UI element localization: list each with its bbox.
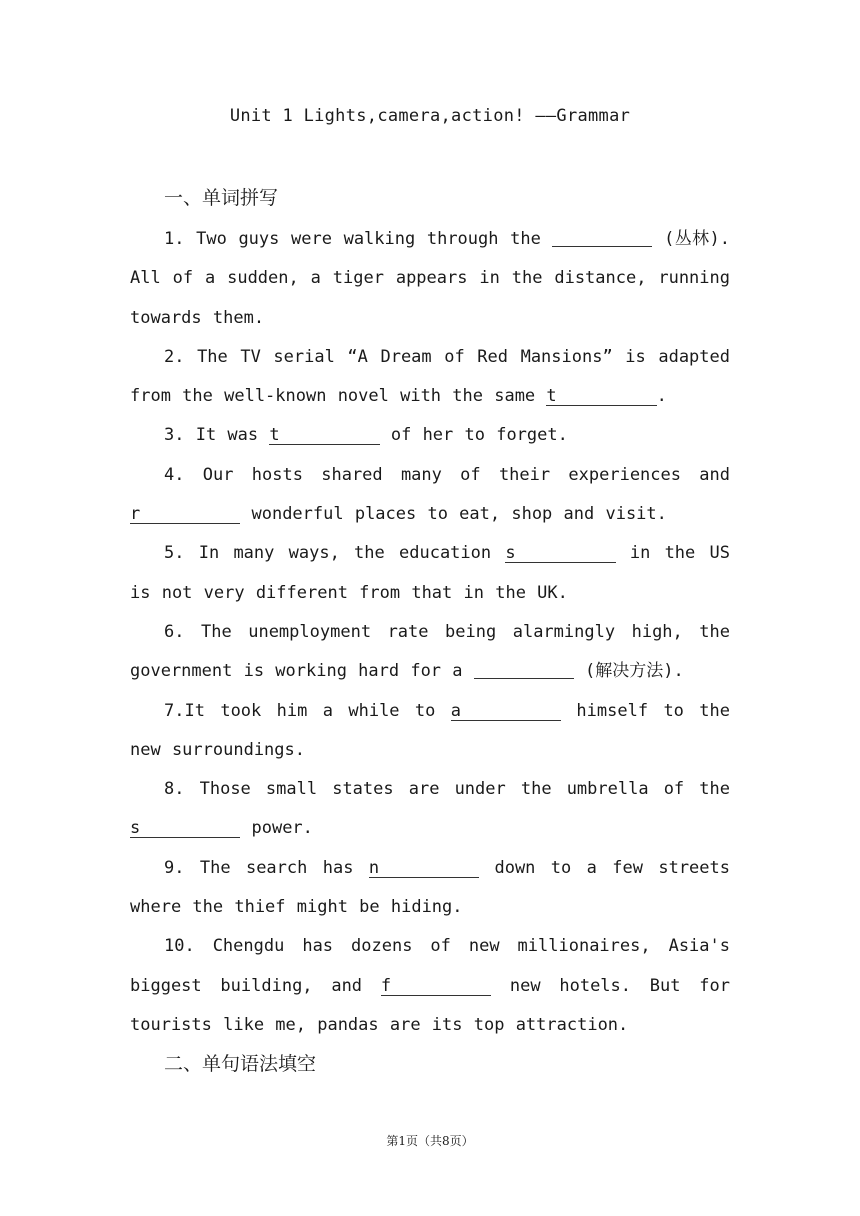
question-9: 9. The search has n down to a few streets where the thief might be hiding. [130,857,730,918]
question-6: 6. The unemployment rate being alarmingly high, the government is working hard for a (解决方法). [130,621,730,682]
question-2: 2. The TV serial “A Dream of Red Mansions” is adapted from the well-known novel with the same t . [130,346,730,407]
question-4: 4. Our hosts shared many of their experiences and r wonderful places to eat, shop and visit. [130,464,730,525]
question-7: 7.It took him a while to a himself to the new surroundings. [130,700,730,760]
question-list [130,220,730,1045]
answer-blank[interactable]: s [130,819,240,838]
page-footer: 第1页（共8页） [386,1134,474,1148]
answer-blank[interactable]: t [546,387,656,406]
answer-blank[interactable]: r [130,505,240,524]
question-1: 1. Two guys were walking through the (丛林). All of a sudden, a tiger appears in the distance, running towards them. [130,229,730,328]
answer-blank[interactable] [474,660,574,679]
answer-blank[interactable]: n [369,859,479,878]
question-3: 3. It was t of her to forget. [164,425,568,446]
answer-blank[interactable]: f [381,977,491,996]
answer-blank[interactable] [552,228,652,247]
question-10: 10. Chengdu has dozens of new millionaires, Asia's biggest building, and f new hotels. But for tourists like me, pandas are its top attraction. [130,936,730,1035]
question-8: 8. Those small states are under the umbrella of the s power. [130,779,730,839]
page-title: Unit 1 Lights,camera,action! ——Grammar [229,106,631,126]
question-5: 5. In many ways, the education s in the US is not very different from that in the UK. [130,543,730,603]
answer-blank[interactable]: a [451,702,561,721]
section-heading-vocabulary: 一、单词拼写 [164,187,279,209]
answer-blank[interactable]: t [269,426,379,445]
answer-blank[interactable]: s [505,544,615,563]
section-heading-grammar: 二、单句语法填空 [164,1053,317,1075]
